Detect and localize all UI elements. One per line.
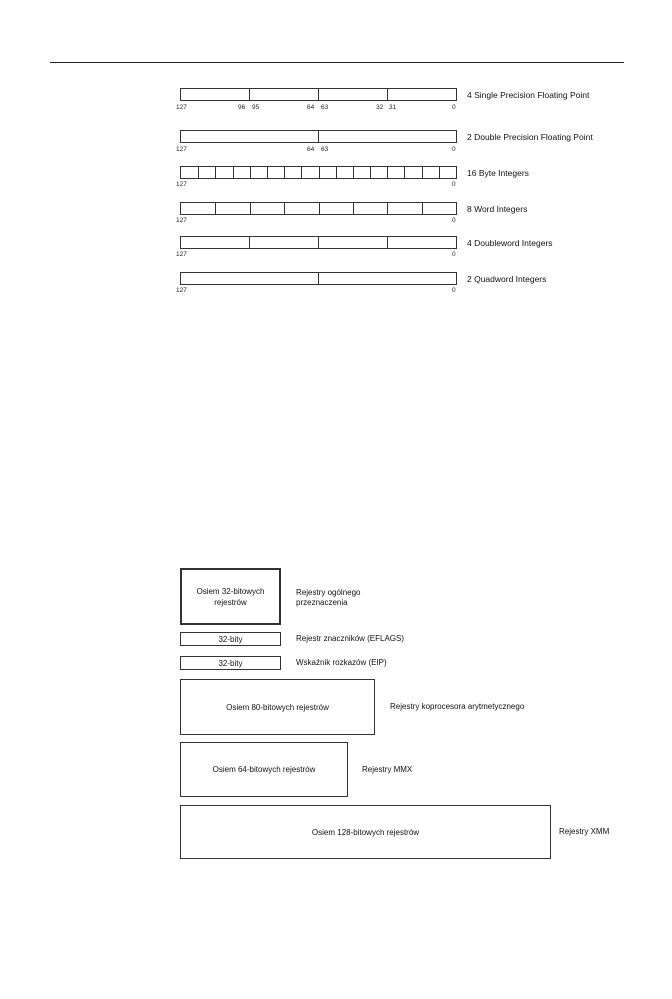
field-divider [250,203,251,214]
mmx-box-text: Osiem 64-bitowych rejestrów [212,765,316,774]
bit-label: 127 [176,217,187,224]
field-divider [422,203,423,214]
mmx-box [180,742,348,797]
field-divider [353,167,354,178]
fpu-label: Rejestry koprocesora arytmetycznego [390,702,525,711]
register-strip-single-fp [180,88,457,101]
field-divider [353,203,354,214]
bit-label: 64 [307,104,315,111]
field-divider [439,167,440,178]
bit-label: 127 [176,287,187,294]
data-type-label-byte-int: 16 Byte Integers [467,168,529,178]
xmm-box-text: Osiem 128-bitowych rejestrów [311,827,420,837]
field-divider [422,167,423,178]
bit-label: 31 [389,104,397,111]
bit-label: 127 [176,146,187,153]
bit-label: 0 [452,104,456,111]
mmx-label: Rejestry MMX [362,765,413,774]
field-divider [267,167,268,178]
field-divider [215,167,216,178]
bit-label: 127 [176,251,187,258]
field-divider [284,203,285,214]
fpu-box [180,679,375,735]
register-strip-dword-int [180,236,457,249]
eip-box [180,656,281,670]
field-divider [336,167,337,178]
eflags-label: Rejestr znaczników (EFLAGS) [296,634,405,643]
register-strip-byte-int [180,166,457,179]
field-divider [198,167,199,178]
bit-label: 32 [376,104,384,111]
eflags-box-text: 32-bity [218,634,243,644]
bit-label: 63 [321,146,329,153]
bit-label: 0 [452,217,456,224]
register-strip-word-int [180,202,457,215]
data-type-label-qword-int: 2 Quadword Integers [467,274,547,284]
bit-label: 0 [452,146,456,153]
bit-label: 0 [452,287,456,294]
field-divider [319,203,320,214]
data-type-label-single-fp: 4 Single Precision Floating Point [467,90,590,100]
field-divider [370,167,371,178]
bit-label: 127 [176,104,187,111]
register-strip-double-fp [180,130,457,143]
gpr-label: Rejestry ogólnego przeznaczenia [296,588,361,607]
eflags-box [180,632,281,646]
field-divider [387,167,388,178]
gpr-box [180,568,281,625]
data-type-label-double-fp: 2 Double Precision Floating Point [467,132,593,142]
bit-label: 64 [307,146,315,153]
field-divider [387,203,388,214]
field-divider [404,167,405,178]
data-type-label-dword-int: 4 Doubleword Integers [467,238,553,248]
field-divider [319,167,320,178]
field-divider [284,167,285,178]
fpu-box-text: Osiem 80-bitowych rejestrów [226,702,329,712]
register-strip-qword-int [180,272,457,285]
data-type-label-word-int: 8 Word Integers [467,204,528,214]
bit-label: 63 [321,104,329,111]
eip-label: Wskaźnik rozkazów (EIP) [296,658,387,667]
xmm-box [180,805,551,859]
bit-label: 127 [176,181,187,188]
field-divider [233,167,234,178]
bit-label: 0 [452,251,456,258]
gpr-box-text: Osiem 32-bitowych rejestrów [196,586,265,607]
xmm-label: Rejestry XMM [559,827,610,836]
header-rule [50,62,624,63]
eip-box-text: 32-bity [218,658,243,668]
bit-label: 0 [452,181,456,188]
bit-label: 96 [238,104,246,111]
field-divider [215,203,216,214]
field-divider [301,167,302,178]
bit-label: 95 [252,104,260,111]
field-divider [250,167,251,178]
